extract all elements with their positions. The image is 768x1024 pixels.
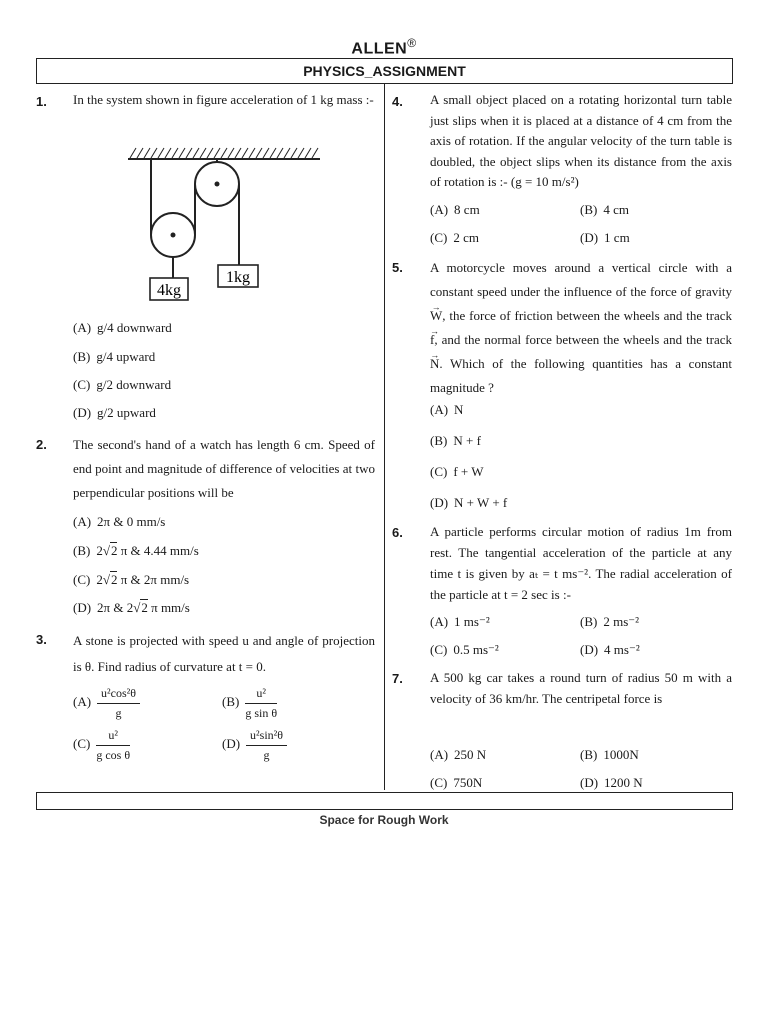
- option-d[interactable]: (D) $\frac{\text{u²sin²θ}}{g}$: [222, 728, 287, 763]
- option-c[interactable]: (C) f + W: [430, 464, 484, 479]
- option-a[interactable]: (A) 8 cm: [430, 202, 480, 217]
- page-title: PHYSICS_ASSIGNMENT: [36, 58, 733, 84]
- option-b[interactable]: (B) g/4 upward: [73, 349, 156, 364]
- option-b[interactable]: (B) $\frac{\text{u²}}{\text{g sin θ}}$: [222, 686, 278, 720]
- question-number: 5.: [392, 260, 403, 275]
- option-a[interactable]: (A) 1 ms⁻²: [430, 614, 490, 629]
- option-d[interactable]: (D) g/2 upward: [73, 405, 156, 420]
- option-c[interactable]: (C) 2 cm: [430, 230, 479, 245]
- option-c[interactable]: (C) g/2 downward: [73, 377, 172, 392]
- option-a[interactable]: (A) $\frac{\text{u²cos²θ}}{g}$: [73, 686, 140, 721]
- question-text: A motorcycle moves around a vertical circle with a constant speed under the influence of the force of gravity → W, the force of friction between the wheels and the track → f, and the normal force between the wheels and the track → N. Which of the following quantities has a constant magnitude ?: [430, 256, 732, 400]
- lower-pulley: [151, 213, 195, 257]
- option-d[interactable]: (D) 2π & 2√2 π mm/s: [73, 600, 190, 615]
- option-b[interactable]: (B) 1000N: [580, 747, 639, 762]
- brand-logo: ALLEN®: [351, 36, 417, 58]
- mass-block-1kg: [218, 265, 258, 287]
- question-number: 1.: [36, 94, 47, 109]
- question-number: 4.: [392, 94, 403, 109]
- ceiling-support: [128, 148, 320, 159]
- rough-work-label: Space for Rough Work: [319, 813, 449, 827]
- question-text: The second's hand of a watch has length 6 cm. Speed of end point and magnitude of difference of velocities at two perpendicular positions will be: [73, 437, 375, 500]
- mass-block-4kg: [150, 278, 188, 300]
- question-text: A 500 kg car takes a round turn of radius 50 m with a velocity of 36 km/hr. The centripetal force is: [430, 670, 732, 706]
- option-b[interactable]: (B) 2√2 π & 4.44 mm/s: [73, 543, 199, 558]
- question-text: A small object placed on a rotating horizontal turn table just slips when it is placed at a distance of 4 cm from the axis of rotation. If the angular velocity of the turn table is doubled, the object slips when its distance from the axis of rotation is :- (g = 10 m/s²): [430, 92, 732, 189]
- svg-text:1kg: 1kg: [226, 269, 250, 286]
- question-number: 7.: [392, 671, 403, 686]
- option-b[interactable]: (B) N + f: [430, 433, 481, 448]
- question-text: A particle performs circular motion of radius 1m from rest. The tangential acceleration of the particle at any time t is given by aₜ = t ms⁻². The radial acceleration of the particle at t = 2 sec is :-: [430, 524, 732, 602]
- option-c[interactable]: (C) 0.5 ms⁻²: [430, 642, 499, 657]
- option-d[interactable]: (D) N + W + f: [430, 495, 508, 510]
- option-d[interactable]: (D) 1 cm: [580, 230, 630, 245]
- column-divider: [384, 84, 385, 790]
- option-c[interactable]: (C) 2√2 π & 2π mm/s: [73, 572, 190, 587]
- question-text: In the system shown in figure acceleration of 1 kg mass :-: [73, 92, 374, 107]
- option-c[interactable]: (C) 750N: [430, 775, 483, 790]
- option-d[interactable]: (D) 4 ms⁻²: [580, 642, 640, 657]
- question-number: 3.: [36, 632, 47, 647]
- upper-pulley: [195, 162, 239, 206]
- option-a[interactable]: (A) g/4 downward: [73, 320, 172, 335]
- question-number: 2.: [36, 437, 47, 452]
- option-c[interactable]: (C) $\frac{\text{u²}}{\text{g cos θ}}$: [73, 728, 131, 762]
- option-a[interactable]: (A) 250 N: [430, 747, 487, 762]
- pulley-figure: [120, 140, 330, 305]
- question-text: A stone is projected with speed u and angle of projection is θ. Find radius of curvature at t = 0.: [73, 633, 375, 674]
- option-b[interactable]: (B) 2 ms⁻²: [580, 614, 640, 629]
- option-b[interactable]: (B) 4 cm: [580, 202, 629, 217]
- question-number: 6.: [392, 525, 403, 540]
- option-a[interactable]: (A) 2π & 0 mm/s: [73, 514, 166, 529]
- option-d[interactable]: (D) 1200 N: [580, 775, 643, 790]
- option-a[interactable]: (A) N: [430, 402, 464, 417]
- svg-text:4kg: 4kg: [157, 282, 181, 299]
- rough-work-box: [36, 792, 733, 810]
